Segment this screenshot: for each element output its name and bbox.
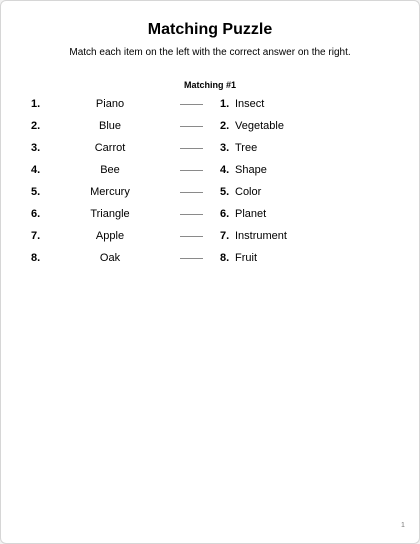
answer-blank[interactable] xyxy=(180,148,203,149)
answer-blank[interactable] xyxy=(180,258,203,259)
left-item-number: 3. xyxy=(31,142,41,154)
right-item: Color xyxy=(235,186,262,198)
left-item-number: 2. xyxy=(31,120,41,132)
left-item-number: 5. xyxy=(31,186,41,198)
matching-row xyxy=(1,248,419,270)
left-item-number: 8. xyxy=(31,252,41,264)
right-item-number: 1. xyxy=(220,98,230,110)
right-item-number: 5. xyxy=(220,186,230,198)
right-item: Vegetable xyxy=(235,120,284,132)
right-item: Insect xyxy=(235,98,265,110)
matching-row xyxy=(1,116,419,138)
matching-rows xyxy=(1,94,419,270)
answer-blank[interactable] xyxy=(180,236,203,237)
page-number: 1 xyxy=(401,522,405,529)
left-item: Oak xyxy=(99,252,121,264)
right-item: Shape xyxy=(235,164,267,176)
matching-row xyxy=(1,138,419,160)
left-item: Triangle xyxy=(90,208,130,220)
left-item: Blue xyxy=(98,120,122,132)
right-item-number: 8. xyxy=(220,252,230,264)
page-title: Matching Puzzle xyxy=(147,21,273,38)
right-item-number: 7. xyxy=(220,230,230,242)
answer-blank[interactable] xyxy=(180,192,203,193)
right-item: Tree xyxy=(235,142,258,154)
left-item: Apple xyxy=(95,230,125,242)
left-item-number: 6. xyxy=(31,208,41,220)
right-item-number: 4. xyxy=(220,164,230,176)
right-item-number: 6. xyxy=(220,208,230,220)
section-title: Matching #1 xyxy=(183,80,236,90)
left-item: Piano xyxy=(95,98,125,110)
right-item: Instrument xyxy=(235,230,287,242)
matching-row xyxy=(1,204,419,226)
right-item: Planet xyxy=(235,208,267,220)
left-item-number: 1. xyxy=(31,98,41,110)
answer-blank[interactable] xyxy=(180,126,203,127)
left-item-number: 4. xyxy=(31,164,41,176)
instructions: Match each item on the left with the correct answer on the right. xyxy=(69,47,351,58)
answer-blank[interactable] xyxy=(180,104,203,105)
left-item: Carrot xyxy=(94,142,126,154)
matching-row xyxy=(1,226,419,248)
right-item-number: 3. xyxy=(220,142,230,154)
right-item-number: 2. xyxy=(220,120,230,132)
matching-row xyxy=(1,160,419,182)
matching-row xyxy=(1,94,419,116)
matching-row xyxy=(1,182,419,204)
right-item: Fruit xyxy=(235,252,257,264)
answer-blank[interactable] xyxy=(180,214,203,215)
left-item: Bee xyxy=(100,164,120,176)
left-item-number: 7. xyxy=(31,230,41,242)
left-item: Mercury xyxy=(90,186,130,198)
answer-blank[interactable] xyxy=(180,170,203,171)
